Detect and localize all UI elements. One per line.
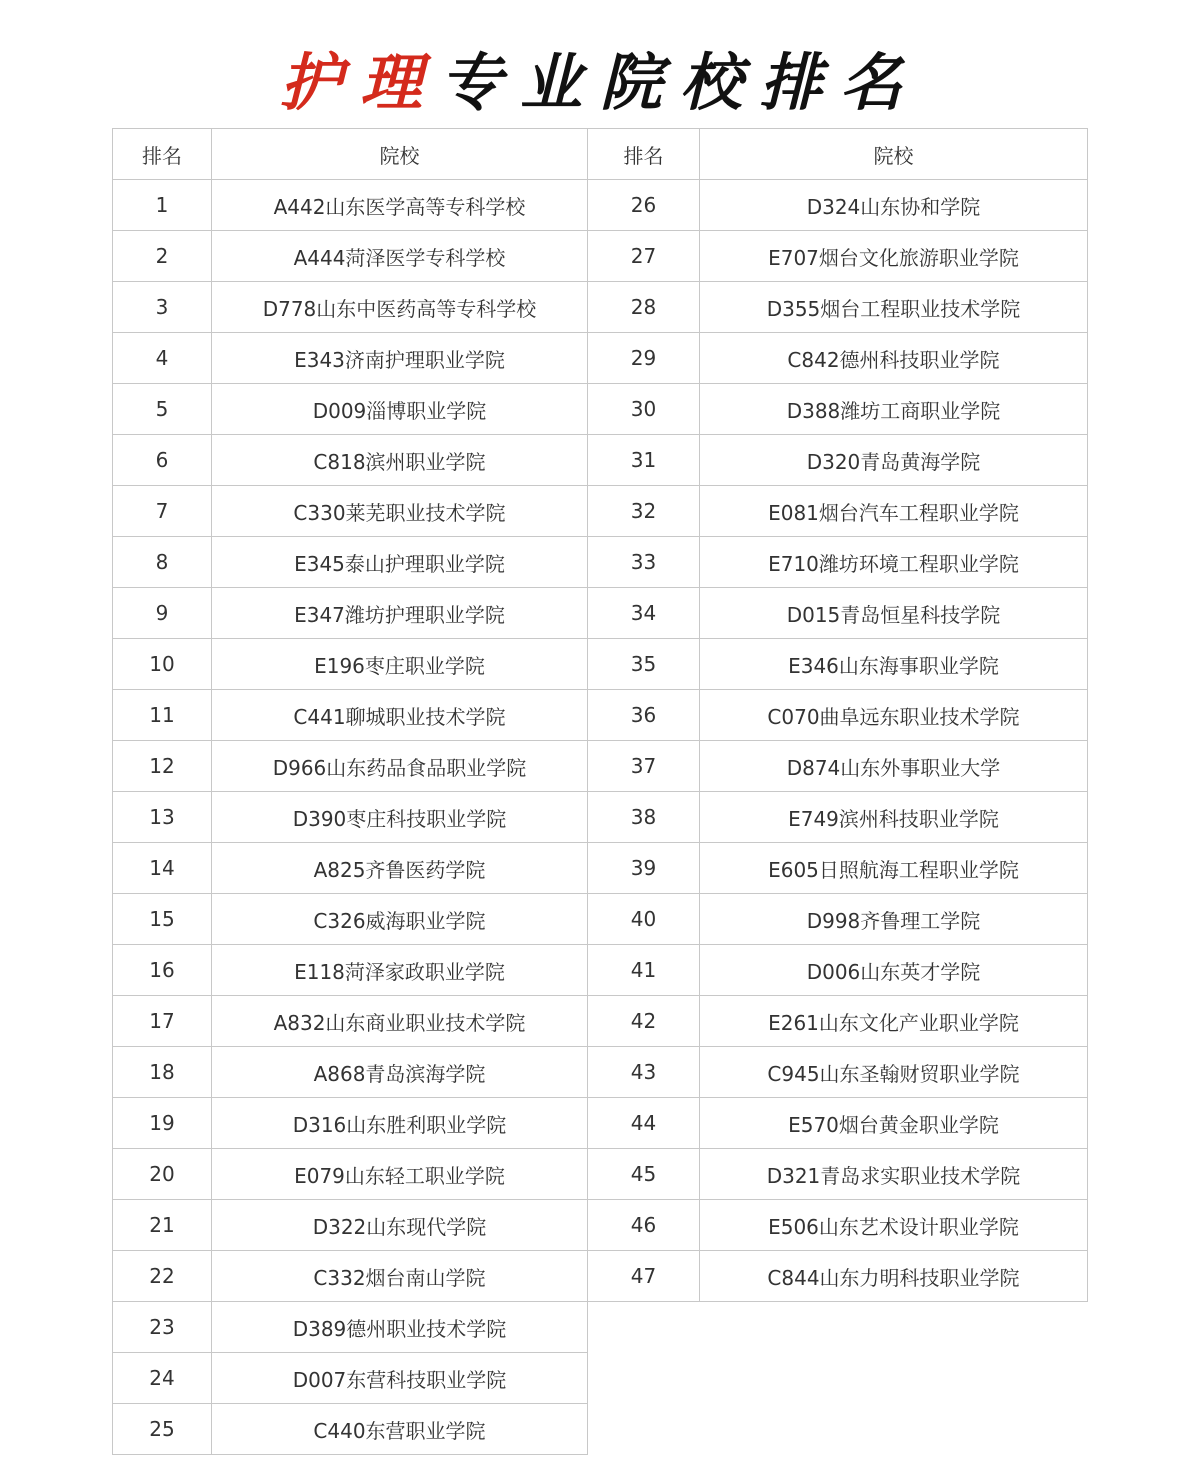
table-row bbox=[113, 1200, 1088, 1251]
table-row bbox=[113, 435, 1088, 486]
school-cell: C842德州科技职业学院 bbox=[700, 333, 1088, 384]
school-cell: E710潍坊环境工程职业学院 bbox=[700, 537, 1088, 588]
table-row bbox=[113, 1302, 1088, 1353]
rank-cell: 2 bbox=[113, 231, 212, 282]
table-row bbox=[113, 231, 1088, 282]
rank-cell: 11 bbox=[113, 690, 212, 741]
school-cell: A444菏泽医学专科学校 bbox=[212, 231, 588, 282]
rank-cell: 38 bbox=[588, 792, 700, 843]
table-row bbox=[113, 588, 1088, 639]
school-cell: D009淄博职业学院 bbox=[212, 384, 588, 435]
rank-cell: 8 bbox=[113, 537, 212, 588]
rank-cell: 9 bbox=[113, 588, 212, 639]
school-cell: C440东营职业学院 bbox=[212, 1404, 588, 1455]
header-school-left: 院校 bbox=[212, 129, 588, 180]
table-body bbox=[113, 180, 1088, 1455]
school-cell: E605日照航海工程职业学院 bbox=[700, 843, 1088, 894]
rank-cell: 23 bbox=[113, 1302, 212, 1353]
rank-cell: 31 bbox=[588, 435, 700, 486]
rank-cell: 29 bbox=[588, 333, 700, 384]
rank-cell: 27 bbox=[588, 231, 700, 282]
rank-cell: 18 bbox=[113, 1047, 212, 1098]
rank-cell: 16 bbox=[113, 945, 212, 996]
rank-cell: 13 bbox=[113, 792, 212, 843]
rank-cell: 34 bbox=[588, 588, 700, 639]
rank-cell: 5 bbox=[113, 384, 212, 435]
table-header-row bbox=[113, 129, 1088, 180]
table-row bbox=[113, 792, 1088, 843]
page-title bbox=[0, 38, 1200, 128]
rank-cell: 32 bbox=[588, 486, 700, 537]
school-cell: E506山东艺术设计职业学院 bbox=[700, 1200, 1088, 1251]
rank-cell: 33 bbox=[588, 537, 700, 588]
rank-cell: 43 bbox=[588, 1047, 700, 1098]
table-row bbox=[113, 282, 1088, 333]
rank-cell: 15 bbox=[113, 894, 212, 945]
table-row bbox=[113, 1098, 1088, 1149]
school-cell: A825齐鲁医药学院 bbox=[212, 843, 588, 894]
school-cell: C844山东力明科技职业学院 bbox=[700, 1251, 1088, 1302]
rank-cell: 35 bbox=[588, 639, 700, 690]
rank-cell: 7 bbox=[113, 486, 212, 537]
school-cell: E261山东文化产业职业学院 bbox=[700, 996, 1088, 1047]
school-cell: D007东营科技职业学院 bbox=[212, 1353, 588, 1404]
table-row bbox=[113, 333, 1088, 384]
table-row bbox=[113, 1251, 1088, 1302]
title-black-part: 专业院校排名 bbox=[440, 46, 921, 119]
table-row bbox=[113, 180, 1088, 231]
school-cell: C330莱芜职业技术学院 bbox=[212, 486, 588, 537]
school-cell: E079山东轻工职业学院 bbox=[212, 1149, 588, 1200]
school-cell: E347潍坊护理职业学院 bbox=[212, 588, 588, 639]
rank-cell: 20 bbox=[113, 1149, 212, 1200]
table-row bbox=[113, 945, 1088, 996]
school-cell: E081烟台汽车工程职业学院 bbox=[700, 486, 1088, 537]
school-cell: D388潍坊工商职业学院 bbox=[700, 384, 1088, 435]
school-cell: D966山东药品食品职业学院 bbox=[212, 741, 588, 792]
rank-cell: 28 bbox=[588, 282, 700, 333]
school-cell: C945山东圣翰财贸职业学院 bbox=[700, 1047, 1088, 1098]
school-cell: D320青岛黄海学院 bbox=[700, 435, 1088, 486]
school-cell: E343济南护理职业学院 bbox=[212, 333, 588, 384]
header-rank-right: 排名 bbox=[588, 129, 700, 180]
table-row bbox=[113, 741, 1088, 792]
title-red-part: 护理 bbox=[279, 46, 440, 119]
school-cell: A442山东医学高等专科学校 bbox=[212, 180, 588, 231]
school-cell: E707烟台文化旅游职业学院 bbox=[700, 231, 1088, 282]
rank-cell: 47 bbox=[588, 1251, 700, 1302]
school-cell: E345泰山护理职业学院 bbox=[212, 537, 588, 588]
rank-cell: 22 bbox=[113, 1251, 212, 1302]
school-cell: C441聊城职业技术学院 bbox=[212, 690, 588, 741]
rank-cell: 12 bbox=[113, 741, 212, 792]
table-row bbox=[113, 384, 1088, 435]
rank-cell: 37 bbox=[588, 741, 700, 792]
rank-cell: 21 bbox=[113, 1200, 212, 1251]
rank-cell: 42 bbox=[588, 996, 700, 1047]
rank-cell: 10 bbox=[113, 639, 212, 690]
school-cell: C332烟台南山学院 bbox=[212, 1251, 588, 1302]
school-cell: E196枣庄职业学院 bbox=[212, 639, 588, 690]
table-row bbox=[113, 639, 1088, 690]
school-cell: D322山东现代学院 bbox=[212, 1200, 588, 1251]
rank-cell: 24 bbox=[113, 1353, 212, 1404]
school-cell: D321青岛求实职业技术学院 bbox=[700, 1149, 1088, 1200]
table-row bbox=[113, 690, 1088, 741]
school-cell: C070曲阜远东职业技术学院 bbox=[700, 690, 1088, 741]
empty-cell bbox=[588, 1302, 1088, 1455]
school-cell: E118菏泽家政职业学院 bbox=[212, 945, 588, 996]
school-cell: D355烟台工程职业技术学院 bbox=[700, 282, 1088, 333]
rank-cell: 6 bbox=[113, 435, 212, 486]
rank-cell: 30 bbox=[588, 384, 700, 435]
school-cell: E346山东海事职业学院 bbox=[700, 639, 1088, 690]
table-row bbox=[113, 486, 1088, 537]
rank-cell: 41 bbox=[588, 945, 700, 996]
rank-cell: 45 bbox=[588, 1149, 700, 1200]
rank-cell: 40 bbox=[588, 894, 700, 945]
school-cell: D389德州职业技术学院 bbox=[212, 1302, 588, 1353]
rank-cell: 3 bbox=[113, 282, 212, 333]
rank-cell: 14 bbox=[113, 843, 212, 894]
school-cell: D998齐鲁理工学院 bbox=[700, 894, 1088, 945]
school-cell: D324山东协和学院 bbox=[700, 180, 1088, 231]
table-row bbox=[113, 996, 1088, 1047]
rank-cell: 25 bbox=[113, 1404, 212, 1455]
table-row bbox=[113, 1047, 1088, 1098]
rank-cell: 26 bbox=[588, 180, 700, 231]
table-row bbox=[113, 537, 1088, 588]
school-cell: D006山东英才学院 bbox=[700, 945, 1088, 996]
table-row bbox=[113, 1149, 1088, 1200]
school-cell: E570烟台黄金职业学院 bbox=[700, 1098, 1088, 1149]
school-cell: D316山东胜利职业学院 bbox=[212, 1098, 588, 1149]
rank-cell: 44 bbox=[588, 1098, 700, 1149]
school-cell: D015青岛恒星科技学院 bbox=[700, 588, 1088, 639]
school-cell: C818滨州职业学院 bbox=[212, 435, 588, 486]
school-cell: D778山东中医药高等专科学校 bbox=[212, 282, 588, 333]
rank-cell: 17 bbox=[113, 996, 212, 1047]
school-cell: D390枣庄科技职业学院 bbox=[212, 792, 588, 843]
rank-cell: 36 bbox=[588, 690, 700, 741]
table-row bbox=[113, 894, 1088, 945]
school-cell: D874山东外事职业大学 bbox=[700, 741, 1088, 792]
school-cell: E749滨州科技职业学院 bbox=[700, 792, 1088, 843]
rank-cell: 4 bbox=[113, 333, 212, 384]
school-cell: C326威海职业学院 bbox=[212, 894, 588, 945]
table-row bbox=[113, 843, 1088, 894]
header-rank-left: 排名 bbox=[113, 129, 212, 180]
rank-cell: 46 bbox=[588, 1200, 700, 1251]
rank-cell: 1 bbox=[113, 180, 212, 231]
header-school-right: 院校 bbox=[700, 129, 1088, 180]
rank-cell: 19 bbox=[113, 1098, 212, 1149]
ranking-table bbox=[112, 128, 1088, 1455]
school-cell: A868青岛滨海学院 bbox=[212, 1047, 588, 1098]
rank-cell: 39 bbox=[588, 843, 700, 894]
school-cell: A832山东商业职业技术学院 bbox=[212, 996, 588, 1047]
